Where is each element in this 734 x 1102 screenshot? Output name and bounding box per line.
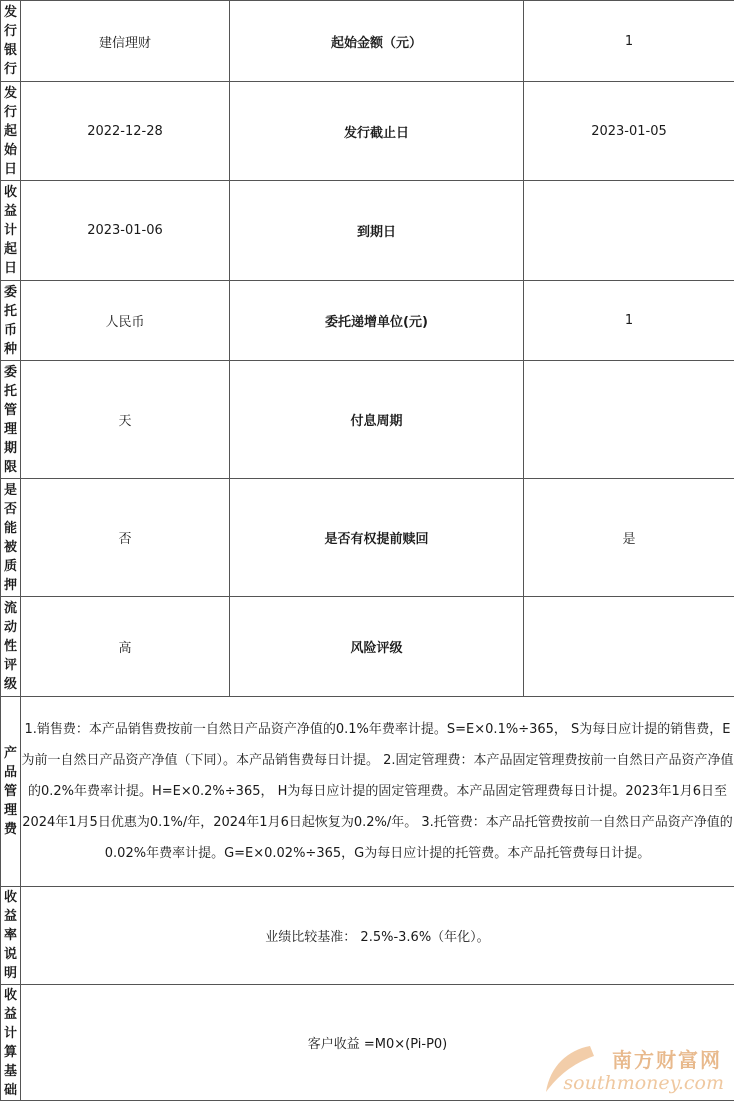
row-key: 付息周期 [230,361,524,479]
watermark-cn: 南方财富网 [612,1048,722,1072]
management-fee-text: 1.销售费：本产品销售费按前一自然日产品资产净值的0.1%年费率计提。S=E×0.1%÷365， S为每日应计提的销售费，E为前一自然日产品资产净值（下同）。本产品销售费每日计提。 2.固定管理费：本产品固定管理费按前一自然日产品资产净值的0.2%年费率计提。H=E×0.2%÷365， H为每日应计提的固定管理费。本产品固定管理费每日计提。2023年1月6日至2024年1月5日优惠为0.1%/年，2024年1月6日起恢复为0.2%/年。 3.托管费：本产品托管费按前一自然日产品资产净值的0.02%年费率计提。G=E×0.02%÷365，G为每日应计提的托管费。本产品托管费每日计提。 [21,697,734,887]
row-label: 委托管理期限 [1,361,21,479]
row-label: 委托币种 [1,281,21,361]
row-value2 [524,361,734,479]
watermark-logo [538,1042,728,1096]
table-row [1,181,734,281]
row-value: 建信理财 [21,1,230,82]
row-value: 天 [21,361,230,479]
row-value2: 是 [524,479,734,597]
row-value2: 1 [524,281,734,361]
row-value2: 1 [524,1,734,82]
yield-calculation-text: 客户收益 =M0×(Pi-P0) [21,985,734,1101]
row-key: 风险评级 [230,597,524,697]
row-value2 [524,181,734,281]
row-value: 否 [21,479,230,597]
row-label: 发行银行 [1,1,21,82]
table-row [1,281,734,361]
table-row [1,82,734,181]
row-label: 收益率说明 [1,887,21,985]
row-value: 2022-12-28 [21,82,230,181]
table-row [1,697,734,887]
row-key: 到期日 [230,181,524,281]
table-row [1,597,734,697]
row-key: 起始金额（元） [230,1,524,82]
row-value: 2023-01-06 [21,181,230,281]
row-label: 发行起始日 [1,82,21,181]
row-key: 委托递增单位(元) [230,281,524,361]
row-label: 是否能被质押 [1,479,21,597]
row-value2: 2023-01-05 [524,82,734,181]
row-label: 收益计算基础 [1,985,21,1101]
table-row [1,361,734,479]
row-label: 流动性评级 [1,597,21,697]
row-label: 收益计起日 [1,181,21,281]
row-value: 高 [21,597,230,697]
watermark-en: southmoney.com [563,1072,724,1094]
yield-description-text: 业绩比较基准： 2.5%-3.6%（年化）。 [21,887,734,985]
row-key: 是否有权提前赎回 [230,479,524,597]
row-value: 人民币 [21,281,230,361]
row-label: 产品管理费 [1,697,21,887]
row-key: 发行截止日 [230,82,524,181]
table-row [1,479,734,597]
table-row [1,1,734,82]
row-value2 [524,597,734,697]
table-row [1,887,734,985]
